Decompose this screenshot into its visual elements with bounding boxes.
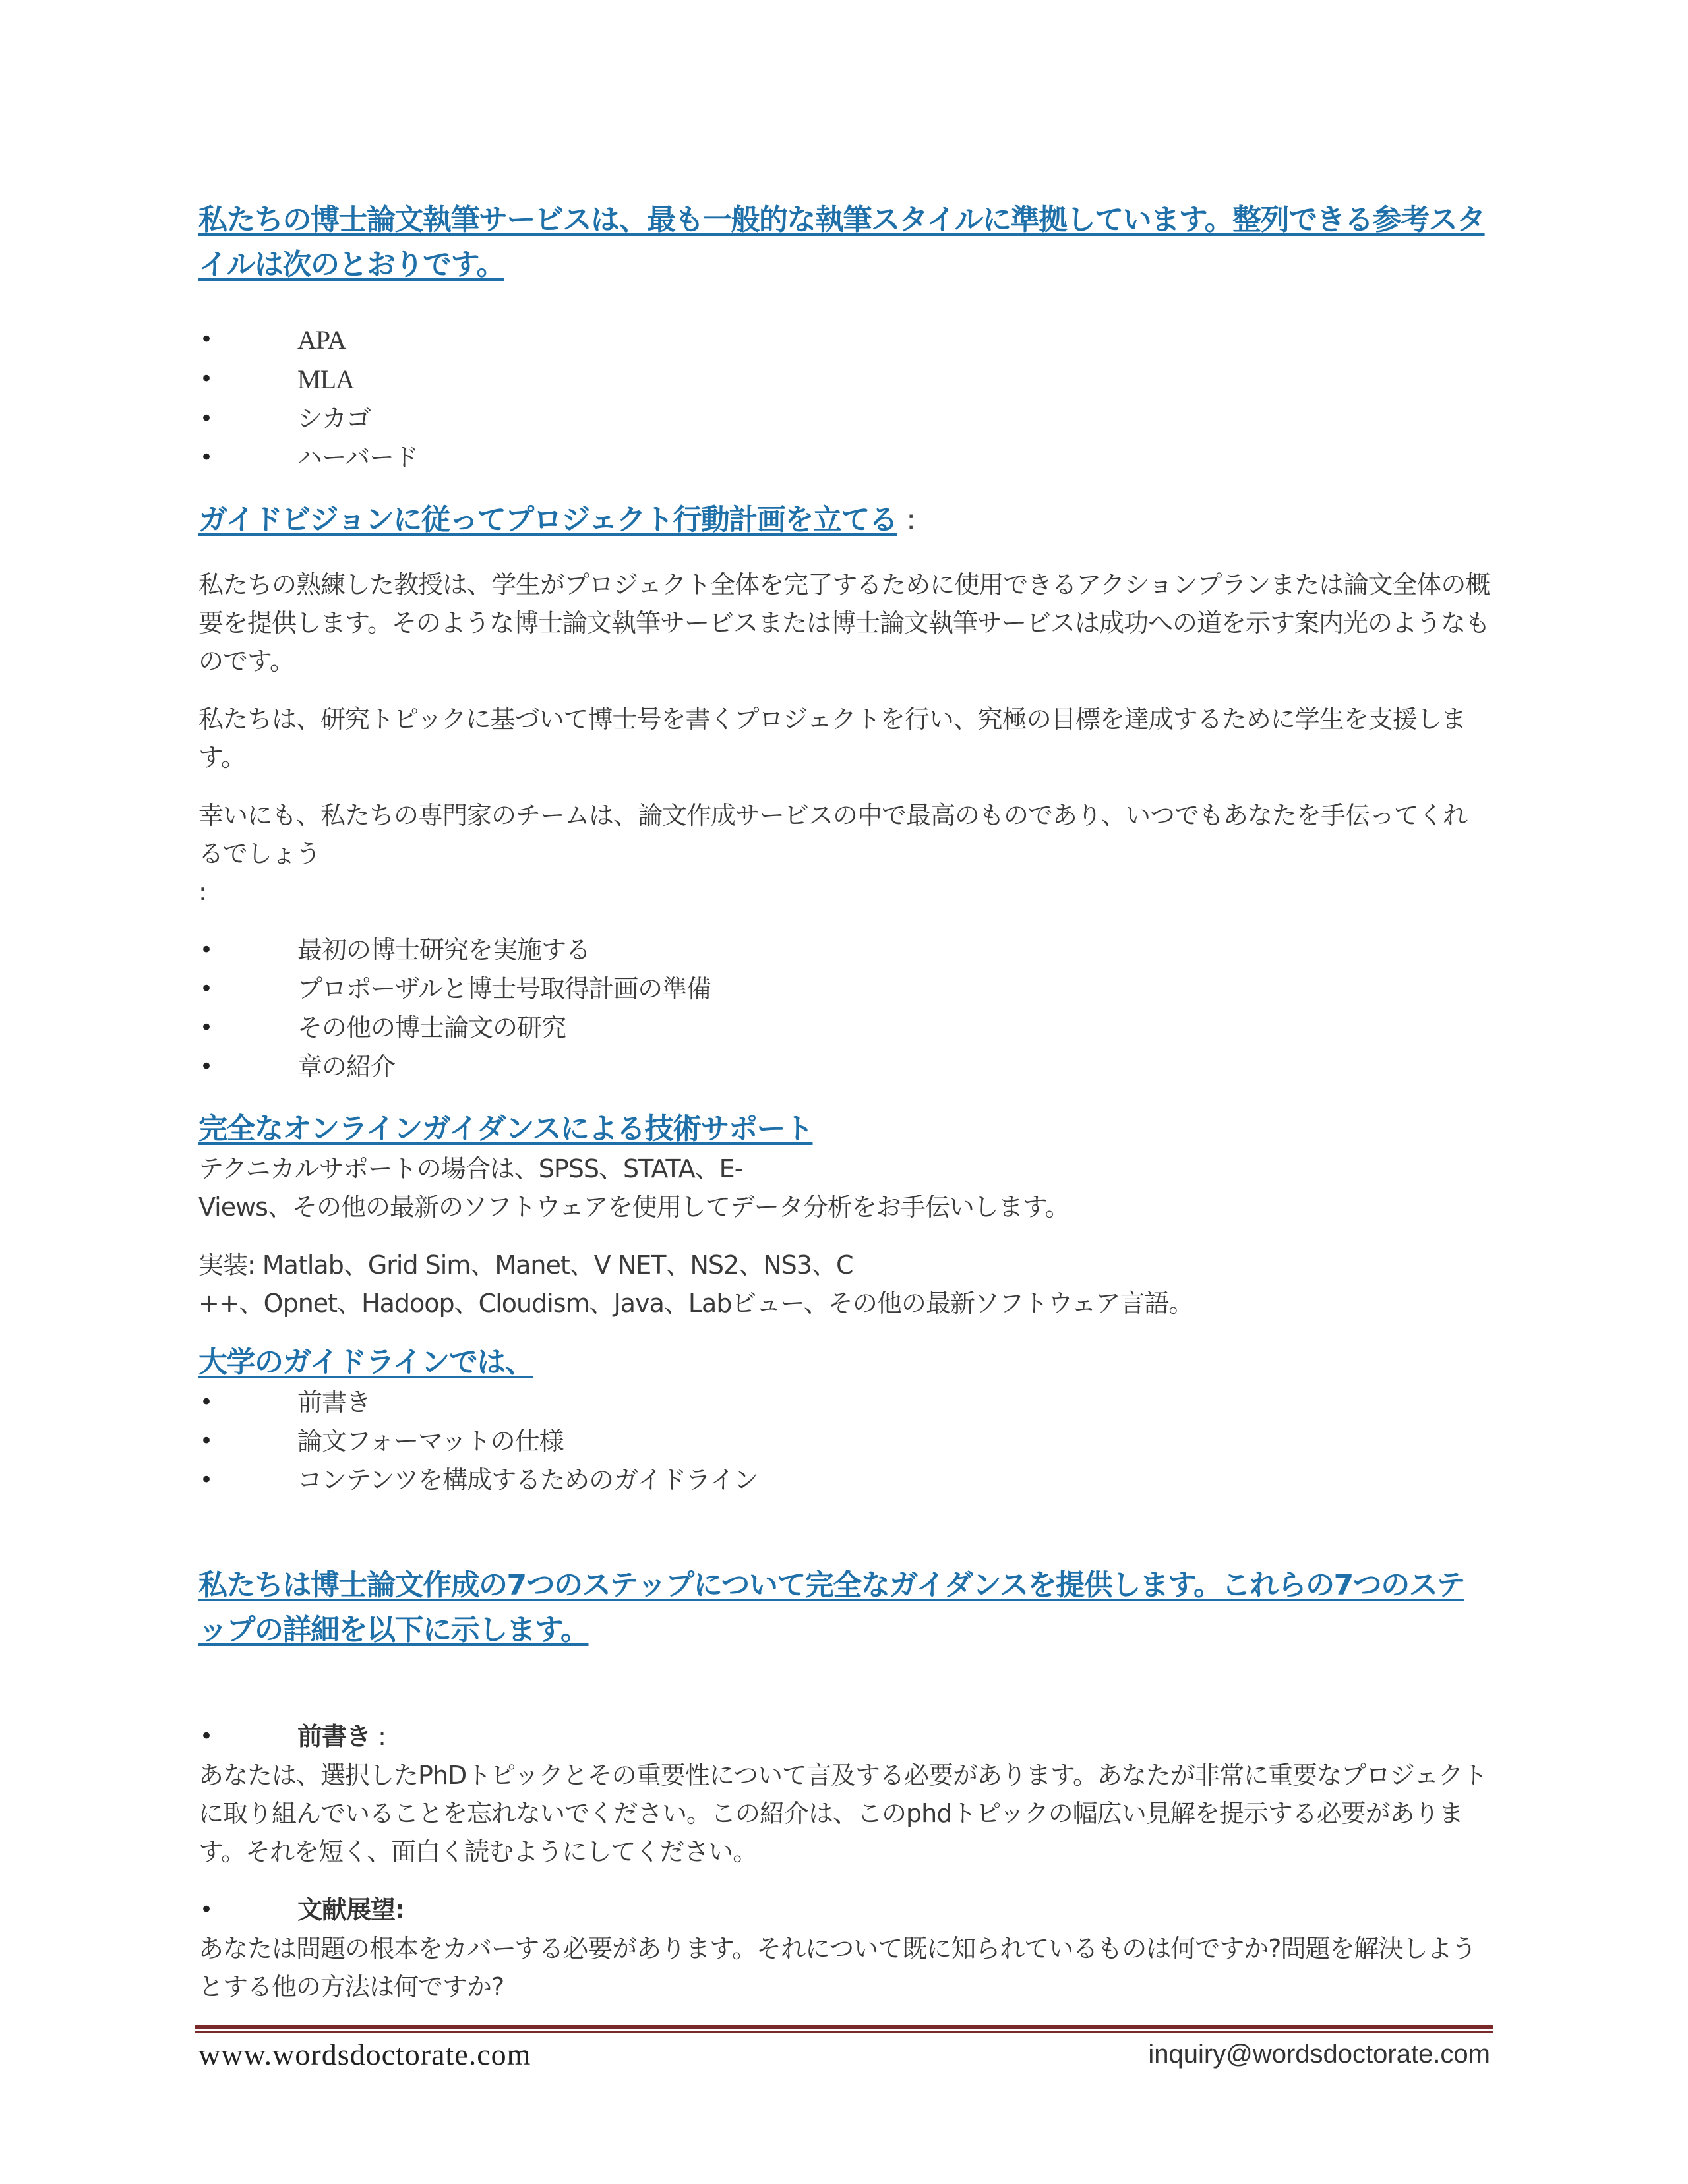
footer-website-link[interactable]: www.wordsdoctorate.com (198, 2038, 531, 2071)
bullet-icon: • (200, 1897, 213, 1923)
bullet-icon: • (200, 937, 213, 963)
bullet-icon: • (200, 1015, 213, 1041)
citation-styles-list (198, 320, 1491, 477)
footer-email-link[interactable]: inquiry@wordsdoctorate.com (1148, 2040, 1490, 2069)
citation-styles-heading: 私たちの博士論文執筆サービスは、最も一般的な執筆スタイルに準拠しています。整列できる参考スタイルは次のとおりです。 (198, 203, 1485, 281)
bullet-icon: • (200, 1467, 213, 1493)
seven-steps-heading: 私たちは博士論文作成の7つのステップについて完全なガイダンスを提供します。これらの7つのステップの詳細を以下に示します。 (198, 1568, 1464, 1647)
action-plan-paragraph-3: 幸いにも、私たちの専門家のチームは、論文作成サービスの中で最高のものであり、いつでもあなたを手伝ってくれるでしょう : (198, 801, 1468, 906)
footer-divider (195, 2025, 1493, 2029)
steps-list-1 (198, 1717, 1491, 1756)
list-item: • 最初の博士研究を実施する (198, 931, 1491, 970)
list-item: • プロポーザルと博士号取得計画の準備 (198, 970, 1491, 1009)
list-item: • 前書き (198, 1383, 1491, 1422)
bullet-icon: • (200, 405, 213, 432)
list-item: • 章の紹介 (198, 1048, 1491, 1086)
bullet-icon: • (200, 976, 213, 1002)
introduction-step-text: あなたは、選択したPhDトピックとその重要性について言及する必要があります。あなたが非常に重要なプロジェクトに取り組んでいることを忘れないでください。この紹介は、このphdトピックの幅広い見解を提示する必要があります。それを短く、面白く読むようにしてください。 (198, 1761, 1488, 1866)
university-guidelines-heading: 大学のガイドラインでは、 (198, 1345, 533, 1379)
literature-review-step-text: あなたは問題の根本をカバーする必要があります。それについて既に知られているものは何ですか?問題を解決しようとする他の方法は何ですか? (198, 1934, 1476, 2001)
bullet-icon: • (200, 326, 213, 353)
footer-divider-thin (195, 2031, 1493, 2033)
guidelines-list (198, 1383, 1491, 1500)
list-item: • 文献展望: (198, 1891, 1491, 1930)
research-support-list (198, 931, 1491, 1086)
bullet-icon: • (200, 366, 213, 392)
steps-list-2 (198, 1891, 1491, 1930)
list-item: • 前書き : (198, 1717, 1491, 1756)
list-item: • APA (198, 320, 1491, 360)
bullet-icon: • (200, 1053, 213, 1080)
tech-support-heading: 完全なオンラインガイダンスによる技術サポート (198, 1112, 813, 1146)
bullet-icon: • (200, 1428, 213, 1454)
list-item: • 論文フォーマットの仕様 (198, 1422, 1491, 1461)
action-plan-paragraph-2: 私たちは、研究トピックに基づいて博士号を書くプロジェクトを行い、究極の目標を達成するために学生を支援します。 (198, 705, 1466, 772)
list-item: • シカゴ (198, 399, 1491, 438)
tech-support-paragraph-1: テクニカルサポートの場合は、SPSS、STATA、E- Views、その他の最新のソフトウェアを使用してデータ分析をお手伝いします。 (198, 1154, 1070, 1222)
list-item: • その他の博士論文の研究 (198, 1009, 1491, 1048)
bullet-icon: • (200, 1723, 213, 1750)
list-item: • コンテンツを構成するためのガイドライン (198, 1461, 1491, 1500)
action-plan-heading: ガイドビジョンに従ってプロジェクト行動計画を立てる : (198, 503, 915, 537)
tech-support-paragraph-2: 実装: Matlab、Grid Sim、Manet、V NET、NS2、NS3、C ++、Opnet、Hadoop、Cloudism、Java、Labビュー、その他の最新ソフトウェア言語。 (198, 1251, 1193, 1318)
list-item: • MLA (198, 360, 1491, 399)
bullet-icon: • (200, 1389, 213, 1415)
list-item: • ハーバード (198, 438, 1491, 477)
bullet-icon: • (200, 444, 213, 471)
action-plan-paragraph-1: 私たちの熟練した教授は、学生がプロジェクト全体を完了するために使用できるアクションプランまたは論文全体の概要を提供します。そのような博士論文執筆サービスまたは博士論文執筆サービスは成功への道を示す案内光のようなものです。 (198, 570, 1490, 676)
page-content (198, 198, 1491, 2006)
